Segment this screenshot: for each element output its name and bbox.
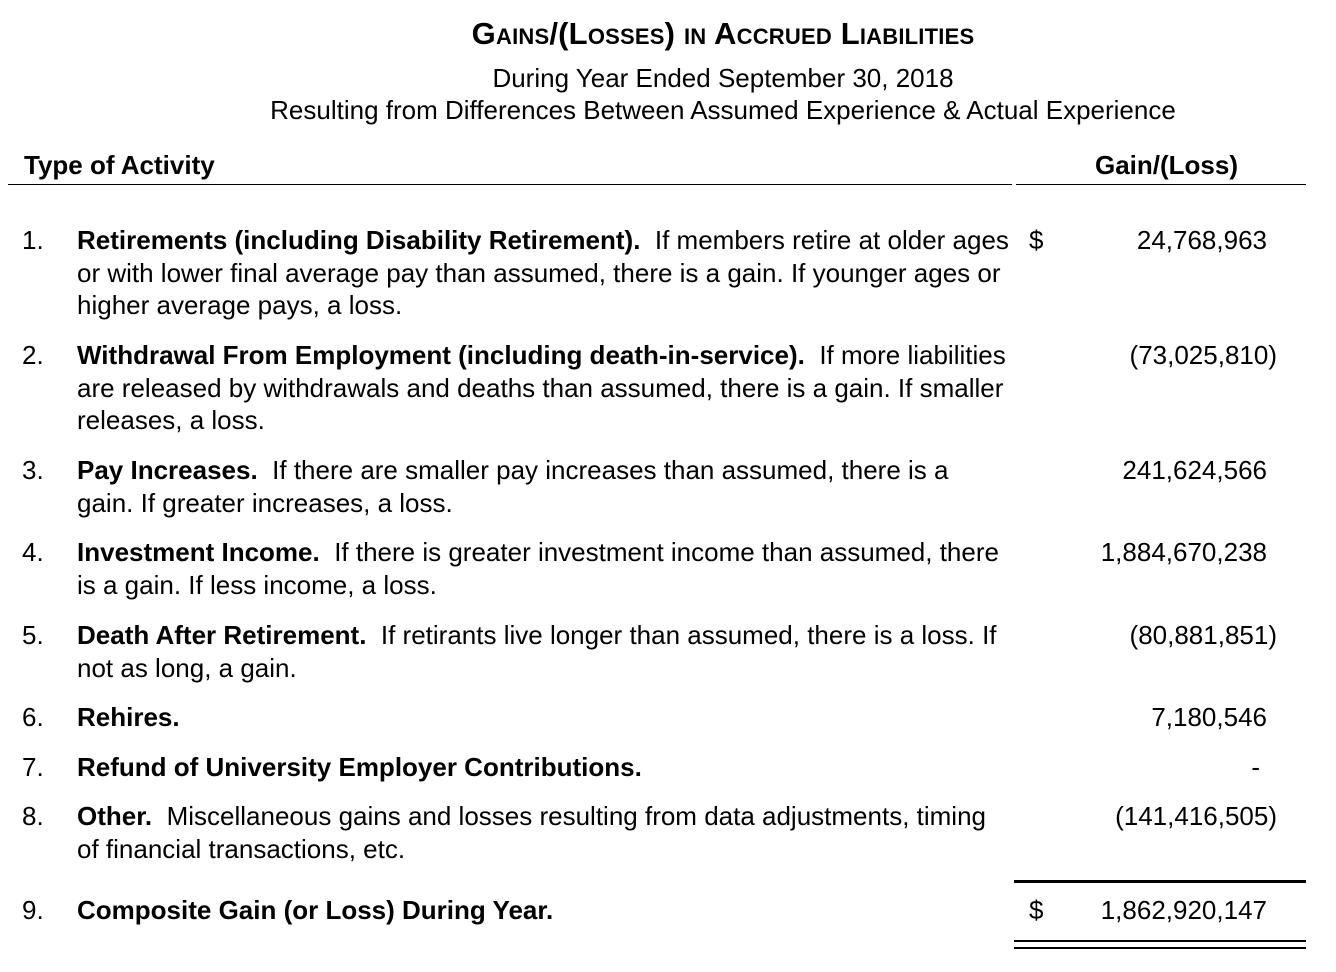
currency-symbol: $ [1029, 225, 1044, 255]
row-description [77, 701, 1012, 734]
row-description [77, 800, 1012, 865]
row-number: 4. [22, 537, 44, 567]
row-heading: Death After Retirement. [77, 620, 367, 650]
header-divider-left [8, 184, 1012, 185]
row-detail: If there are smaller pay increases than assumed, there is a gain. If greater increases, a loss. [77, 455, 949, 518]
row-amount: 7,180,546 [1151, 702, 1267, 732]
column-header-gain: Gain/(Loss) [1094, 150, 1238, 180]
row-amount: 24,768,963 [1136, 225, 1267, 255]
row-description [77, 894, 1012, 927]
row-number: 8. [22, 801, 44, 831]
column-header-type: Type of Activity [24, 150, 215, 180]
currency-symbol: $ [1029, 895, 1044, 925]
row-number: 6. [22, 702, 44, 732]
row-description [77, 751, 1012, 784]
row-amount: (80,881,851) [1129, 620, 1277, 650]
row-number: 3. [22, 455, 44, 485]
subtitle-description: Resulting from Differences Between Assumed Experience & Actual Experience [270, 95, 1176, 125]
row-heading: Investment Income. [77, 537, 320, 567]
row-heading: Composite Gain (or Loss) During Year. [77, 895, 554, 925]
row-amount: 241,624,566 [1122, 455, 1267, 485]
row-description [77, 619, 1012, 684]
row-detail: If there is greater investment income than assumed, there is a gain. If less income, a loss. [77, 537, 999, 600]
row-amount: - [1251, 752, 1260, 782]
row-number: 2. [22, 340, 44, 370]
page-title: Gains/(Losses) in Accrued Liabilities [471, 16, 975, 51]
row-number: 7. [22, 752, 44, 782]
row-amount: (141,416,505) [1115, 801, 1277, 831]
row-description [77, 224, 1012, 322]
row-number: 9. [22, 895, 44, 925]
row-description [77, 339, 1012, 437]
total-amount: 1,862,920,147 [1100, 895, 1267, 925]
row-amount: 1,884,670,238 [1100, 537, 1267, 567]
row-amount: (73,025,810) [1129, 340, 1277, 370]
row-number: 5. [22, 620, 44, 650]
row-heading: Other. [77, 801, 153, 831]
total-divider [1014, 880, 1306, 883]
row-heading: Refund of University Employer Contributions. [77, 752, 642, 782]
row-detail: If members retire at older ages or with lower final average pay than assumed, there is a gain. If younger ages or higher average pays, a loss. [77, 225, 1009, 320]
row-heading: Pay Increases. [77, 455, 258, 485]
row-detail: If retirants live longer than assumed, there is a loss. If not as long, a gain. [77, 620, 997, 683]
row-detail: Miscellaneous gains and losses resulting from data adjustments, timing of financial transactions, etc. [77, 801, 986, 864]
row-heading: Rehires. [77, 702, 180, 732]
header-divider-right [1016, 184, 1306, 185]
row-number: 1. [22, 225, 44, 255]
row-detail: If more liabilities are released by withdrawals and deaths than assumed, there is a gain. If smaller releases, a loss. [77, 340, 1006, 435]
row-heading: Retirements (including Disability Retirement). [77, 225, 641, 255]
subtitle-period: During Year Ended September 30, 2018 [492, 63, 954, 93]
total-double-underline [1014, 940, 1306, 949]
row-heading: Withdrawal From Employment (including death-in-service). [77, 340, 805, 370]
row-description [77, 454, 1012, 519]
row-description [77, 536, 1012, 601]
